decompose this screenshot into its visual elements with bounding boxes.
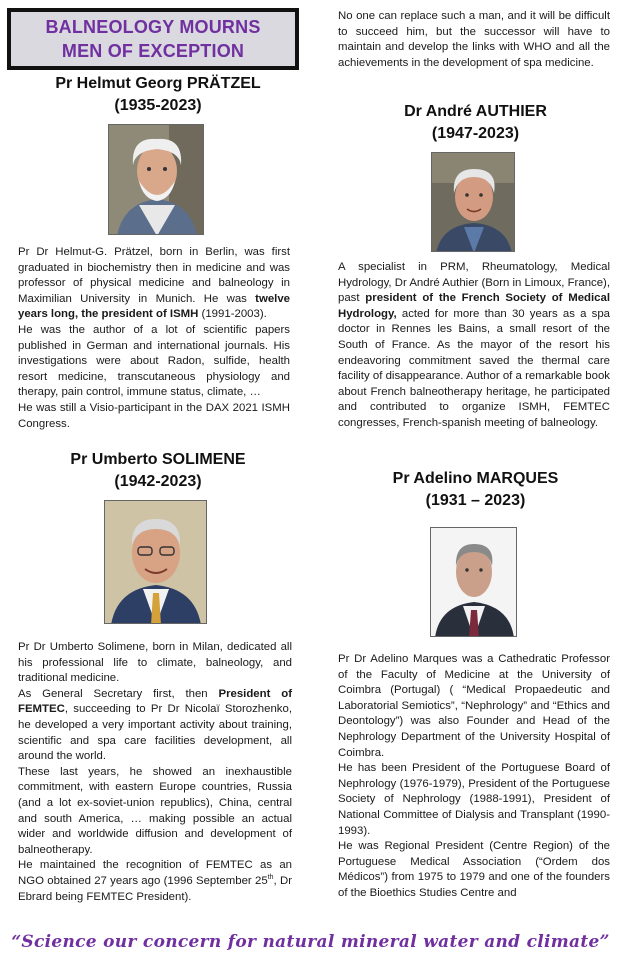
solimene-bio-text-2: , succeeding to Pr Dr Nicolaï Storozhenko, he developed a very important activity about training, scientific and spa care facilities development, all around the world.: [18, 703, 292, 763]
continued-paragraph: No one can replace such a man, and it will be difficult to succeed him, but the successor will have to maintain and develop the links with WHO and all the achievements in the development of spa medicine.: [338, 10, 610, 69]
marques-bio-faculty: Pr Dr Adelino Marques was a Cathedratic Professor of the Faculty of Medicine at the University of Coimbra (Portugal) ( “Medical Propaedeutic and Laboratorial Semiotics”, “Nephrology” and “Ethics and Deontology”) was also Founder and Head of the Nephrology Department of the University Hospital of Coimbra.: [338, 653, 610, 759]
marques-years: (1931 – 2023): [425, 492, 526, 509]
solimene-years: (1942-2023): [114, 473, 202, 490]
authier-bio-text-1: A specialist in PRM, Rheumatology, Medical Hydrology, Dr André Authier (Born in Limoux, France), past: [338, 261, 611, 305]
solimene-bio-ngo-2: , Dr Ebrard being FEMTEC President).: [18, 874, 292, 903]
pratzel-bio: [18, 245, 290, 432]
title-banner: [7, 8, 299, 70]
solimene-bio-commitment: These last years, he showed an inexhaustible commitment, with eastern Europe countries, Russia (and a lot ex-soviet-union republics), China, central and south America, … making possible an actual wider and worldwide diffusion and development of balneotherapy.: [18, 765, 292, 856]
pratzel-bio-text-1: Pr Dr Helmut-G. Prätzel, born in Berlin, was first graduated in biochemistry then in medicine and was professor of physical medicine and balneology in Maximilian University in Munich. He was: [18, 246, 290, 305]
authier-portrait: [431, 152, 515, 252]
pratzel-name: Pr Helmut Georg PRÄTZEL: [55, 75, 261, 92]
solimene-bio-intro: Pr Dr Umberto Solimene, born in Milan, dedicated all his professional life to climate, balneology, and traditional medicine.: [18, 641, 292, 685]
continued-text: [338, 9, 610, 71]
pratzel-bio-congress: He was still a Visio-participant in the DAX 2021 ISMH Congress.: [18, 401, 290, 430]
pratzel-bio-text-2: (1991-2003).: [198, 308, 267, 321]
solimene-name: Pr Umberto SOLIMENE: [70, 451, 246, 468]
authier-bio-text-2: acted for more than 30 years as a spa doctor in Rennes les Bains, a small resort of the South of France. As the mayor of the resort his endeavoring commitment saved the thermal care facility of disappearance. Author of a remarkable book about French balneotherapy heritage, he participated and contributed to organize ISMH, FEMTEC congresses, French-spanish meeting of balneology.: [338, 307, 610, 429]
authier-bio: [338, 260, 610, 432]
marques-bio-regional: He was Regional President (Centre Region) of the Portuguese Medical Association (“Ordem dos Médicos”) from 1975 to 1979 and one of the founders of the Bioethics Studies Centre and: [338, 840, 610, 899]
solimene-bio: [18, 640, 292, 905]
banner-line-1: BALNEOLOGY MOURNS: [45, 17, 261, 37]
solimene-bio-highlight: President of FEMTEC: [18, 687, 292, 716]
marques-bio-boards: He has been President of the Portuguese Board of Nephrology (1976-1979), President of the Portuguese Society of Nephrology (1988-1991), President of National Committee of Dialysis and Transplant (1990-1993).: [338, 762, 610, 837]
pratzel-portrait: [108, 124, 204, 235]
marques-bio: [338, 652, 610, 902]
solimene-portrait: [104, 500, 207, 624]
solimene-bio-ngo-sup: th: [267, 874, 274, 882]
pratzel-years: (1935-2023): [114, 97, 202, 114]
marques-portrait: [430, 527, 517, 637]
pratzel-bio-papers: He was the author of a lot of scientific papers published in German and international journals. His investigations were about Radon, sulfide, health resort medicine, transcutaneous physiology and therapy, pain control, immune status, climate, …: [18, 323, 290, 399]
solimene-bio-text-1: As General Secretary first, then: [18, 687, 219, 700]
footer-slogan: “Science our concern for natural mineral water and climate”: [11, 932, 610, 952]
marques-name: Pr Adelino MARQUES: [392, 470, 559, 487]
authier-bio-highlight: president of the French Society of Medical Hydrology,: [338, 292, 610, 320]
banner-line-2: MEN OF EXCEPTION: [61, 41, 245, 61]
authier-years: (1947-2023): [431, 125, 520, 142]
solimene-bio-ngo-1: He maintained the recognition of FEMTEC as an NGO obtained 27 years ago (1996 September 25: [18, 859, 292, 887]
authier-name: Dr André AUTHIER: [404, 103, 547, 120]
pratzel-bio-highlight: twelve years long, the president of ISMH: [18, 292, 290, 321]
